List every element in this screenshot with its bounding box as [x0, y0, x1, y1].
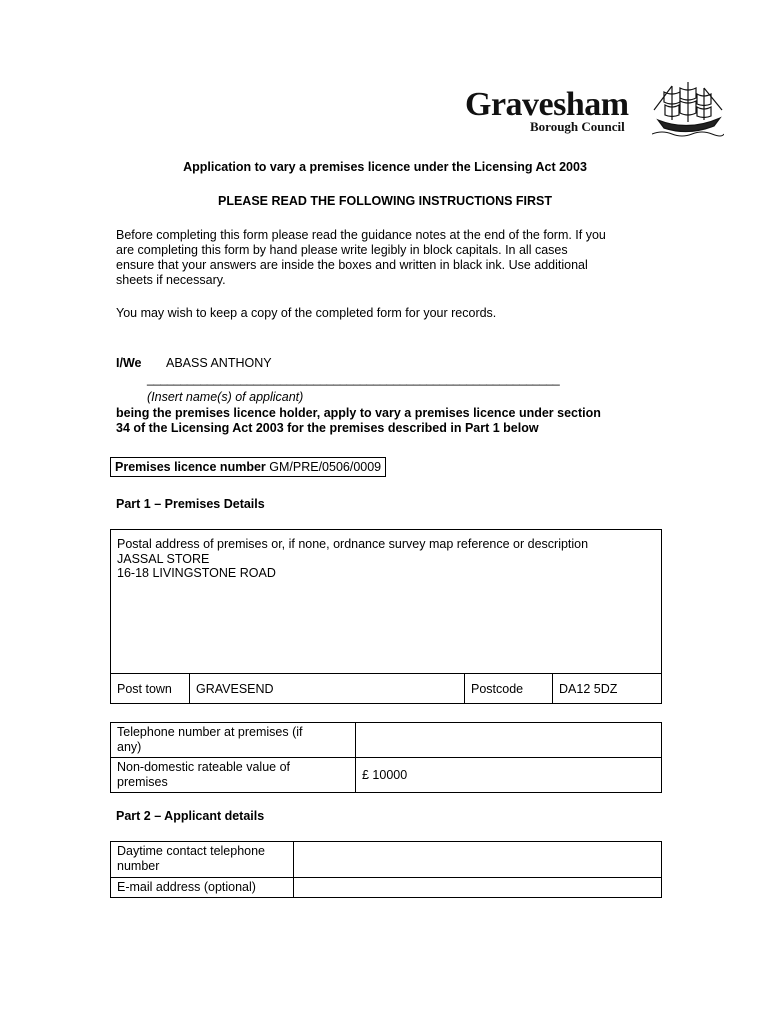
ship-icon [652, 80, 724, 138]
applicant-hint: (Insert name(s) of applicant) [147, 390, 304, 404]
rateable-value[interactable]: £ 10000 [356, 758, 662, 793]
email-label: E-mail address (optional) [111, 878, 294, 898]
daytime-phone-value[interactable] [294, 842, 662, 878]
intro-line: ensure that your answers are inside the boxes and written in black ink. Use additional [116, 258, 588, 272]
telephone-value[interactable] [356, 723, 662, 758]
rateable-value-label [111, 758, 356, 793]
form-title: Application to vary a premises licence under the Licensing Act 2003 [183, 160, 587, 174]
declaration-line: being the premises licence holder, apply to vary a premises licence under section [116, 406, 601, 420]
intro-line: are completing this form by hand please write legibly in block capitals. In all cases [116, 243, 568, 257]
daytime-label-line: Daytime contact telephone [117, 844, 266, 858]
premises-contact-table [110, 722, 662, 793]
postcode-label: Postcode [465, 674, 553, 704]
council-logo-name: Gravesham [465, 86, 629, 123]
address-line: 16-18 LIVINGSTONE ROAD [117, 566, 276, 580]
declaration-line: 34 of the Licensing Act 2003 for the premises described in Part 1 below [116, 421, 539, 435]
applicant-name[interactable]: ABASS ANTHONY [166, 356, 272, 370]
applicant-label: I/We [116, 356, 142, 370]
address-label: Postal address of premises or, if none, ordnance survey map reference or description [117, 537, 589, 551]
premises-address-table [110, 529, 662, 704]
daytime-label-line: number [117, 859, 160, 873]
applicant-details-table [110, 841, 662, 898]
rateable-label-line: premises [117, 775, 168, 789]
post-town-label: Post town [111, 674, 190, 704]
address-line: JASSAL STORE [117, 551, 210, 566]
address-cell[interactable] [111, 530, 662, 674]
telephone-label-line: Telephone number at premises (if [117, 725, 303, 739]
part2-heading: Part 2 – Applicant details [116, 809, 265, 823]
postcode-value[interactable]: DA12 5DZ [553, 674, 662, 704]
telephone-label-line: any) [117, 740, 142, 754]
instruction-heading: PLEASE READ THE FOLLOWING INSTRUCTIONS FIRST [217, 194, 553, 208]
licence-number-value[interactable]: GM/PRE/0506/0009 [269, 460, 382, 474]
copy-note: You may wish to keep a copy of the completed form for your records. [116, 306, 497, 320]
declaration [116, 406, 661, 436]
post-town-value[interactable]: GRAVESEND [190, 674, 465, 704]
intro-line: sheets if necessary. [116, 273, 226, 287]
intro-paragraph [116, 228, 661, 288]
licence-number-box[interactable] [110, 457, 386, 477]
part1-heading: Part 1 – Premises Details [116, 497, 265, 511]
telephone-label [111, 723, 356, 758]
intro-line: Before completing this form please read the guidance notes at the end of the form. If you [116, 228, 606, 242]
applicant-underline: ______________________________________________________________ [147, 372, 560, 386]
licence-number-label: Premises licence number [115, 460, 266, 474]
rateable-label-line: Non-domestic rateable value of [117, 760, 291, 774]
email-value[interactable] [294, 878, 662, 898]
daytime-phone-label [111, 842, 294, 878]
council-logo-subtitle: Borough Council [530, 119, 625, 134]
